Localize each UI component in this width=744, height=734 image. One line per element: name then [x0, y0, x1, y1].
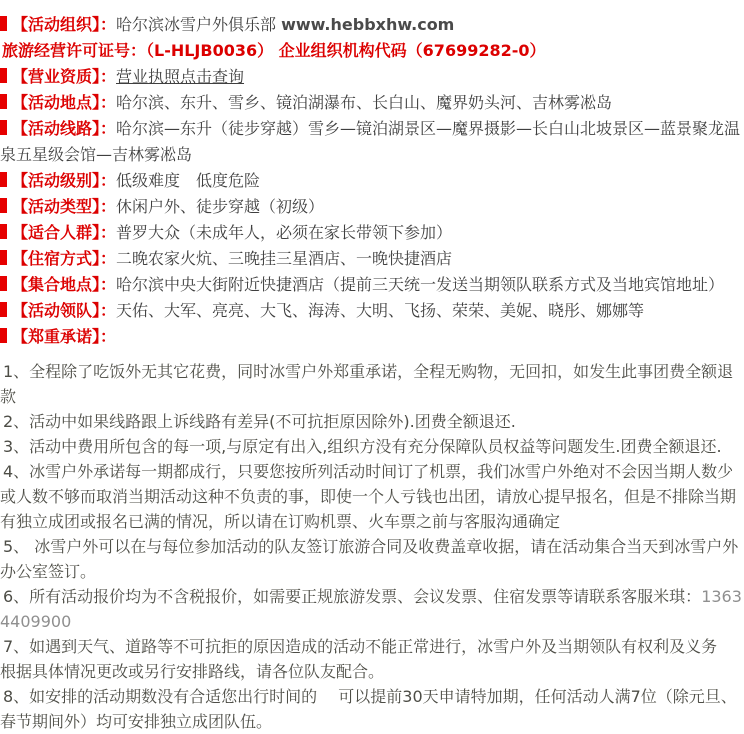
location-label: 【活动地点】： [12, 93, 117, 112]
info-row-leaders [0, 298, 744, 324]
promise-item-5: 5、 冰雪户外可以在与每位参加活动的队友签订旅游合同及收费盖章收据，请在活动集合当天到冰雪户外办公室签订。 [0, 537, 739, 581]
red-square-bullet-icon [0, 328, 7, 343]
red-square-bullet-icon [0, 250, 7, 265]
qualification-label: 【营业资质】： [12, 67, 117, 86]
red-square-bullet-icon [0, 16, 7, 31]
level-label: 【活动级别】： [12, 171, 117, 190]
organizer-value: 哈尔滨冰雪户外俱乐部 [116, 15, 282, 34]
meeting-value: 哈尔滨中央大街附近快捷酒店（提前三天统一发送当期领队联系方式及当地宾馆地址） [116, 275, 725, 294]
red-square-bullet-icon [0, 276, 7, 291]
lodging-label: 【住宿方式】： [12, 249, 117, 268]
info-row-organizer [0, 12, 744, 38]
audience-label: 【适合人群】： [12, 223, 117, 242]
promise-item-7: 7、如遇到天气、道路等不可抗拒的原因造成的活动不能正常进行，冰雪户外及当期领队有权利及义务 根据具体情况更改或另行安排路线，请各位队友配合。 [0, 637, 734, 681]
info-row-route [0, 116, 744, 168]
red-square-bullet-icon [0, 120, 7, 135]
promise-list [0, 359, 744, 734]
promise-item-3: 3、活动中费用所包含的每一项,与原定有出入,组织方没有充分保障队员权益等问题发生.团费全额退还. [3, 437, 722, 456]
type-value: 休闲户外、徒步穿越（初级） [116, 197, 325, 216]
info-row-promise-header [0, 324, 744, 350]
meeting-label: 【集合地点】： [12, 275, 117, 294]
info-row-meeting [0, 272, 744, 298]
red-square-bullet-icon [0, 172, 7, 187]
info-row-location [0, 90, 744, 116]
info-row-level [0, 168, 744, 194]
red-square-bullet-icon [0, 302, 7, 317]
info-row-type [0, 194, 744, 220]
red-square-bullet-icon [0, 224, 7, 239]
organizer-label: 【活动组织】： [12, 15, 117, 34]
info-row-audience [0, 220, 744, 246]
type-label: 【活动类型】： [12, 197, 117, 216]
website-url: www.hebbxhw.com [281, 15, 455, 34]
audience-value: 普罗大众（未成年人，必须在家长带领下参加） [116, 223, 453, 242]
promise-item-6-text: 6、所有活动报价均为不含税报价，如需要正规旅游发票、会议发票、住宿发票等请联系客服米琪： [3, 587, 702, 606]
business-license-link[interactable]: 营业执照点击查询 [116, 67, 245, 86]
promise-item-1: 1、全程除了吃饭外无其它花费，同时冰雪户外郑重承诺，全程无购物，无回扣，如发生此事团费全额退款 [0, 362, 734, 406]
red-square-bullet-icon [0, 68, 7, 83]
red-square-bullet-icon [0, 94, 7, 109]
info-row-qualification [0, 64, 744, 90]
leaders-label: 【活动领队】： [12, 301, 117, 320]
leaders-value: 天佑、大军、亮亮、大飞、海涛、大明、飞扬、荣荣、美妮、晓彤、娜娜等 [116, 301, 645, 320]
route-label: 【活动线路】： [12, 119, 117, 138]
location-value: 哈尔滨、东升、雪乡、镜泊湖瀑布、长白山、魔界奶头河、吉林雾凇岛 [116, 93, 613, 112]
customer-service-phone: 13634409900 [0, 587, 742, 631]
promise-item-2: 2、活动中如果线路跟上诉线路有差异(不可抗拒原因除外).团费全额退还. [3, 412, 516, 431]
level-value: 低级难度 低度危险 [116, 171, 261, 190]
route-value: 哈尔滨—东升（徒步穿越）雪乡—镜泊湖景区—魔界摄影—长白山北坡景区—蓝景聚龙温泉五星级会馆—吉林雾凇岛 [0, 119, 741, 164]
promise-item-8: 8、如安排的活动期数没有合适您出行时间的 可以提前30天申请特加期，任何活动人满7位（除元旦、春节期间外）均可安排独立成团队伍。 [0, 687, 737, 731]
promise-item-6 [0, 584, 744, 634]
promise-header-label: 【郑重承诺】： [12, 327, 117, 346]
lodging-value: 二晚农家火炕、三晚挂三星酒店、一晚快捷酒店 [116, 249, 453, 268]
red-square-bullet-icon [0, 198, 7, 213]
info-row-lodging [0, 246, 744, 272]
travel-license-line: 旅游经营许可证号：（L-HLJB0036） 企业组织机构代码（67699282-0） [2, 41, 546, 60]
promise-item-4: 4、冰雪户外承诺每一期都成行，只要您按所列活动时间订了机票，我们冰雪户外绝对不会因当期人数少或人数不够而取消当期活动这种不负责的事，即使一个人亏钱也出团，请放心提早报名，但是不排除当期有独立成团或报名已满的情况，所以请在订购机票、火车票之前与客服沟通确定 [0, 462, 737, 531]
